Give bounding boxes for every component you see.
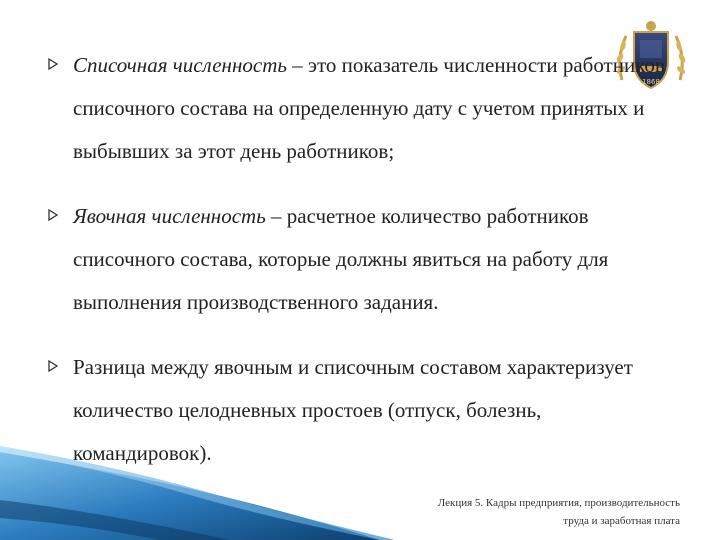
bullet-body: – это показатель численности работников списочного состава на определенную дату с учетом принятых и выбывших за этот день работников; <box>73 53 665 163</box>
bullet-item <box>48 195 668 324</box>
svg-text:1868: 1868 <box>642 78 660 86</box>
bullet-term: Списочная численность <box>73 53 287 77</box>
bullet-text <box>73 44 668 173</box>
footer-line-1: Лекция 5. Кадры предприятия, производительность <box>437 497 680 509</box>
bullet-term: Явочная численность <box>73 204 266 228</box>
triangle-bullet-icon <box>48 58 58 70</box>
footer-caption <box>350 494 680 530</box>
footer-line-2: труда и заработная плата <box>563 515 680 527</box>
bullet-text <box>73 195 668 324</box>
bullet-body: Разница между явочным и списочным составом характеризует количество целодневных простоев (отпуск, болезнь, командировок). <box>73 355 633 465</box>
triangle-bullet-icon <box>48 360 58 372</box>
bullet-list <box>48 44 668 497</box>
bullet-body: – расчетное количество работников списочного состава, которые должны явиться на работу для выполнения производственного задания. <box>73 204 609 314</box>
triangle-bullet-icon <box>48 209 58 221</box>
bullet-item <box>48 44 668 173</box>
